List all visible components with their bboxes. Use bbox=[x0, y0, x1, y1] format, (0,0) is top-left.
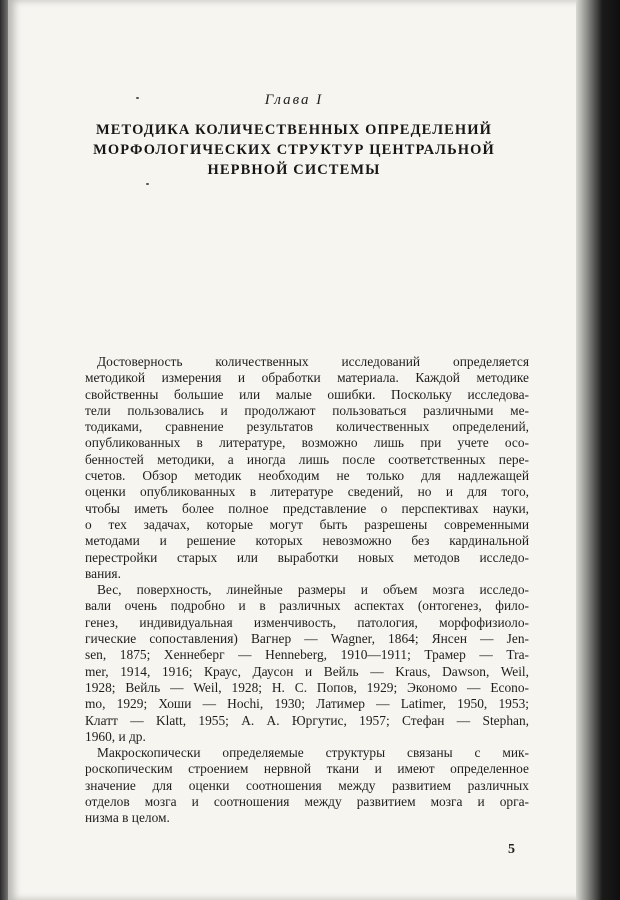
print-speck bbox=[146, 183, 149, 185]
text-line: 1928; Вейль — Weil, 1928; Н. С. Попов, 1929; Экономо — Econo- bbox=[85, 679, 529, 695]
text-line: тели пользовались и продолжают пользоваться различными ме- bbox=[85, 402, 529, 418]
text-line: методикой измерения и обработки материала. Каждой методике bbox=[85, 370, 529, 386]
text-line: отделов мозга и соотношения между развитием мозга и орга- bbox=[85, 794, 529, 810]
text-line: гические сопоставления) Вагнер — Wagner, 1864; Янсен — Jen- bbox=[85, 631, 529, 647]
text-line: sen, 1875; Хеннеберг — Henneberg, 1910—1911; Трамер — Tra- bbox=[85, 647, 529, 663]
text-line: mer, 1914, 1916; Краус, Даусон и Вейль — Kraus, Dawson, Weil, bbox=[85, 663, 529, 679]
text-line: низма в целом. bbox=[85, 810, 170, 826]
chapter-title-line: МОРФОЛОГИЧЕСКИХ СТРУКТУР ЦЕНТРАЛЬНОЙ bbox=[93, 142, 495, 158]
paragraph bbox=[85, 354, 529, 582]
text-line: вания. bbox=[85, 565, 121, 581]
text-line: свойственны большие или малые ошибки. Поскольку исследова- bbox=[85, 386, 529, 402]
chapter-title bbox=[68, 120, 520, 180]
text-line: методами и решение которых невозможно без кардинальной bbox=[85, 533, 529, 549]
text-line: вали очень подробно и в различных аспектах (онтогенез, фило- bbox=[85, 598, 529, 614]
text-line: Клатт — Klatt, 1955; А. А. Юргутис, 1957; Стефан — Stephan, bbox=[85, 712, 529, 728]
scan-right-edge bbox=[576, 0, 620, 900]
chapter-label: Глава I bbox=[264, 92, 324, 108]
text-line: Макроскопически определяемые структуры связаны с мик- bbox=[97, 745, 529, 761]
text-line: бенностей методики, а иногда лишь после соответственных пере- bbox=[85, 451, 529, 467]
chapter-title-line: НЕРВНОЙ СИСТЕМЫ bbox=[207, 162, 381, 178]
body-text bbox=[85, 354, 529, 827]
text-line: mo, 1929; Хоши — Hochi, 1930; Латимер — Latimer, 1950, 1953; bbox=[85, 696, 529, 712]
text-line: Достоверность количественных исследований определяется bbox=[97, 354, 529, 369]
text-line: 1960, и др. bbox=[85, 728, 146, 744]
text-line: роскопическим строением нервной ткани и имеют определенное bbox=[85, 761, 529, 777]
book-page bbox=[8, 0, 580, 900]
text-line: перестройки старых или выработки новых методов исследо- bbox=[85, 549, 529, 565]
text-line: о тех задачах, которые могут быть разрешены современными bbox=[85, 516, 529, 532]
chapter-title-line: МЕТОДИКА КОЛИЧЕСТВЕННЫХ ОПРЕДЕЛЕНИЙ bbox=[95, 122, 493, 138]
paragraph bbox=[85, 582, 529, 745]
text-line: чтобы иметь более полное представление о перспективах науки, bbox=[85, 500, 529, 516]
text-line: Вес, поверхность, линейные размеры и объем мозга исследо- bbox=[97, 582, 529, 598]
text-line: опубликованных в литературе, возможно лишь при учете осо- bbox=[85, 435, 529, 451]
page-number: 5 bbox=[508, 842, 515, 857]
text-line: счетов. Обзор методик необходим не только для надлежащей bbox=[85, 468, 529, 484]
text-line: тодиками, сравнение результатов количественных определений, bbox=[85, 419, 529, 435]
paragraph bbox=[85, 745, 529, 826]
text-line: значение для оценки соотношения между развитием различных bbox=[85, 777, 529, 793]
text-line: генез, индивидуальная изменчивость, патология, морфофизиоло- bbox=[85, 614, 529, 630]
text-line: оценки опубликованных в литературе сведений, но и для того, bbox=[85, 484, 529, 500]
